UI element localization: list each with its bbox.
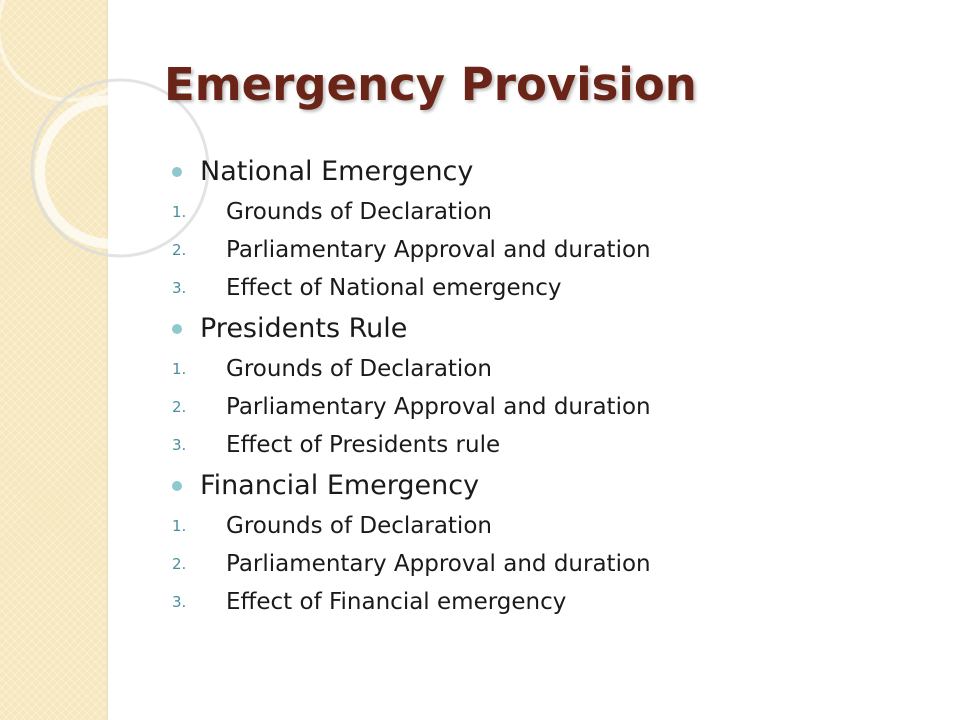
item-number: 1. — [172, 360, 187, 378]
section-national-emergency — [172, 150, 932, 307]
bullet-item — [172, 150, 932, 193]
numbered-item — [172, 507, 932, 545]
section-heading: Presidents Rule — [200, 313, 408, 344]
item-text: Effect of Presidents rule — [226, 432, 501, 458]
item-number: 3. — [172, 593, 187, 611]
bullet-icon — [172, 167, 182, 177]
item-number: 1. — [172, 203, 187, 221]
numbered-item — [172, 350, 932, 388]
section-financial-emergency — [172, 464, 932, 621]
item-text: Parliamentary Approval and duration — [226, 551, 651, 577]
item-number: 1. — [172, 517, 187, 535]
numbered-item — [172, 269, 932, 307]
item-text: Effect of Financial emergency — [226, 589, 567, 615]
item-text: Grounds of Declaration — [226, 513, 492, 539]
numbered-item — [172, 583, 932, 621]
section-heading: National Emergency — [200, 156, 474, 187]
item-number: 3. — [172, 279, 187, 297]
numbered-item — [172, 193, 932, 231]
item-text: Effect of National emergency — [226, 275, 562, 301]
slide-content — [172, 150, 932, 621]
item-text: Parliamentary Approval and duration — [226, 237, 651, 263]
bullet-icon — [172, 481, 182, 491]
section-presidents-rule — [172, 307, 932, 464]
slide-title: Emergency Provision — [164, 58, 697, 111]
item-text: Grounds of Declaration — [226, 356, 492, 382]
item-number: 2. — [172, 555, 187, 573]
item-number: 2. — [172, 398, 187, 416]
numbered-item — [172, 388, 932, 426]
item-text: Grounds of Declaration — [226, 199, 492, 225]
numbered-item — [172, 231, 932, 269]
numbered-item — [172, 426, 932, 464]
item-number: 2. — [172, 241, 187, 259]
section-heading: Financial Emergency — [200, 470, 480, 501]
bullet-item — [172, 307, 932, 350]
bullet-icon — [172, 324, 182, 334]
item-number: 3. — [172, 436, 187, 454]
bullet-item — [172, 464, 932, 507]
item-text: Parliamentary Approval and duration — [226, 394, 651, 420]
numbered-item — [172, 545, 932, 583]
